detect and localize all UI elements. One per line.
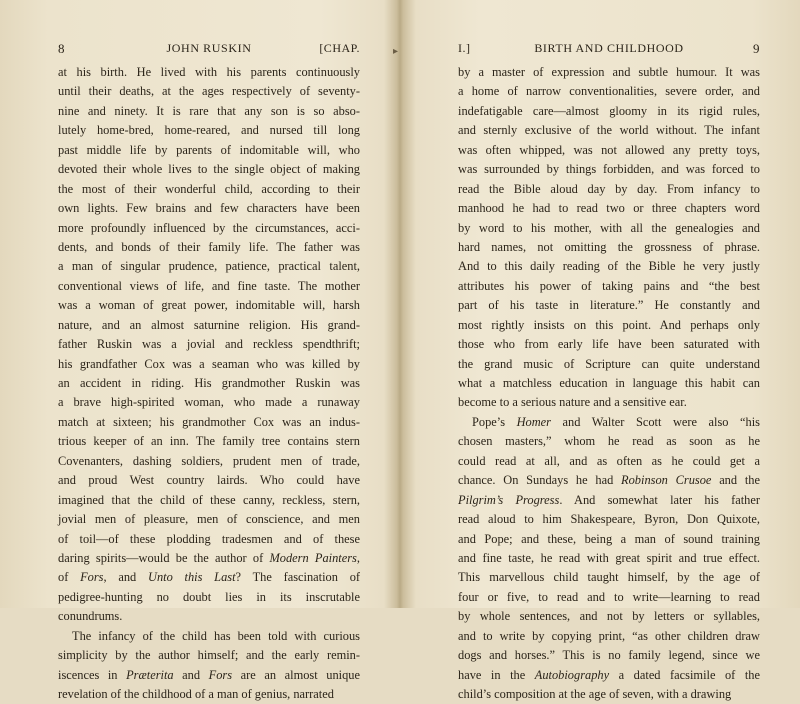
left-text-line: past middle life by parents of indomitable will, who <box>58 142 360 157</box>
right-text-line: chosen masters,” whom he read as soon as he <box>458 434 760 449</box>
left-text-line: lutely home-bred, home-reared, and nursed till long <box>58 123 360 138</box>
left-text-line: was a woman of great power, indomitable will, harsh <box>58 298 360 313</box>
right-text-line: This marvellous child taught himself, by the age of <box>458 570 760 585</box>
left-text-line: jovial men of pleasure, men of conscience, and men <box>58 512 360 527</box>
left-text-line: at his birth. He lived with his parents continuously <box>58 65 360 79</box>
right-text-line: read the Bible aloud day by day. From infancy to <box>458 181 760 196</box>
left-page-text <box>58 63 360 704</box>
right-text-line: read aloud to him Shakespeare, Byron, Don Quixote, <box>458 512 760 527</box>
left-text-line: trious keeper of an inn. The family tree contains stern <box>58 434 360 449</box>
left-text-line: nine and ninety. It is rare that any son is so abso- <box>58 103 360 118</box>
right-running-title: BIRTH AND CHILDHOOD <box>534 41 684 55</box>
right-text-line: chance. On Sundays he had Robinson Crusoe and the <box>458 473 760 488</box>
left-text-line: own lights. Few brains and few characters have been <box>58 201 360 216</box>
right-text-line: was often whipped, was not allowed any pretty toys, <box>458 142 760 157</box>
left-text-line: devoted their whole lives to the single object of making <box>58 162 360 177</box>
right-text-line: the grand music of Scripture can quite understand <box>458 356 760 371</box>
right-text-line: Pilgrim’s Progress. And somewhat later his father <box>458 492 760 507</box>
right-text-line: could read at all, and as often as he could get a <box>458 453 760 468</box>
left-text-line: pedigree-hunting no doubt lies in its inscrutable <box>58 589 360 604</box>
right-text-line: attributes his power of taking pains and “the best <box>458 278 760 293</box>
left-text-line: The infancy of the child has been told with curious <box>72 628 360 643</box>
left-text-line: nature, and an almost saturnine religion. His grand- <box>58 317 360 332</box>
right-text-line: those who from early life have been saturated with <box>458 337 760 352</box>
right-text-line: hard names, not omitting the grossness of phrase. <box>458 239 760 254</box>
right-chapter-mark: I.] <box>458 41 471 55</box>
left-text-line: conventional views of life, and fine taste. The mother <box>58 278 360 293</box>
gutter-mark: ▸ <box>393 46 399 57</box>
left-text-line: more profoundly influenced by the circumstances, acci- <box>58 220 360 235</box>
right-text-line: have in the Autobiography a dated facsimile of the <box>458 667 760 682</box>
right-text-line: manhood he had to read two or three chapters word <box>458 201 760 216</box>
left-text-line: a man of singular prudence, patience, practical talent, <box>58 259 360 274</box>
right-text-line: most rightly insists on this point. And perhaps only <box>458 317 760 332</box>
right-running-header <box>458 41 760 59</box>
left-text-line: an accident in riding. His grandmother Ruskin was <box>58 376 360 390</box>
left-text-line: a brave high-spirited woman, who made a runaway <box>58 395 360 410</box>
left-text-line: of toil—of these plodding tradesmen and of these <box>58 531 360 546</box>
right-text-line: child’s composition at the age of seven, with a drawing <box>458 687 732 701</box>
right-text-line: by a master of expression and subtle humour. It was <box>458 65 760 79</box>
left-text-line: dents, and bonds of their family life. The father was <box>58 239 360 254</box>
left-text-line: match at sixteen; his grandmother Cox was an indus- <box>58 414 360 429</box>
right-text-line: a home of narrow conventionalities, severe order, and <box>458 84 760 99</box>
left-text-line: until their deaths, at the ages respectively of seventy- <box>58 84 360 99</box>
right-text-line: indefatigable care—almost gloomy in its rigid rules, <box>458 103 760 118</box>
left-text-line: of Fors, and Unto this Last? The fascination of <box>58 570 361 585</box>
right-text-line: And to this daily reading of the Bible he very justly <box>458 259 760 274</box>
right-text-line: become to a serious nature and a sensitive ear. <box>458 395 687 410</box>
right-text-line: four or five, to read and to write—learning to read <box>458 589 760 604</box>
right-text-line: and Pope; and these, being a man of sound training <box>458 531 760 546</box>
right-text-line: and fine taste, he read with great spirit and true effect. <box>458 550 760 565</box>
left-page-number: 8 <box>58 41 65 56</box>
right-text-line: and to write by copying print, “as other children draw <box>458 628 760 643</box>
right-text-line: by whole sentences, and not by letters or syllables, <box>458 609 760 624</box>
right-text-line: Pope’s Homer and Walter Scott were also “his <box>472 414 760 429</box>
left-running-title: JOHN RUSKIN <box>166 41 252 55</box>
right-text-line: part of his taste in literature.” He constantly and <box>458 298 760 313</box>
left-text-line: and proud West country lairds. Who could have <box>58 473 360 488</box>
right-page-number: 9 <box>753 41 760 56</box>
left-running-header <box>58 41 360 59</box>
left-text-line: imagined that the child of these canny, reckless, stern, <box>58 492 360 507</box>
left-text-line: conundrums. <box>58 609 123 624</box>
left-text-line: simplicity by the author himself; and the early remin- <box>58 648 360 663</box>
right-text-line: by word to his mother, with all the genealogies and <box>458 220 760 235</box>
left-text-line: revelation of the childhood of a man of genius, narrated <box>58 687 334 701</box>
left-text-line: Covenanters, dashing soldiers, prudent men of trade, <box>58 453 360 468</box>
left-page <box>0 0 400 701</box>
left-text-line: his grandfather Cox was a seaman who was killed by <box>58 356 360 371</box>
right-page-text <box>458 63 760 704</box>
right-text-line: and sternly exclusive of the world without. The infant <box>458 123 760 138</box>
left-text-line: daring spirits—would be the author of Modern Painters, <box>58 550 360 565</box>
left-text-line: the most of their wonderful child, according to their <box>58 181 360 196</box>
left-text-line: father Ruskin was a jovial and reckless spendthrift; <box>58 337 360 352</box>
right-page <box>400 0 800 701</box>
right-text-line: what a matchless education in language this habit can <box>458 376 760 390</box>
right-text-line: was surrounded by things forbidden, and was forced to <box>458 162 760 177</box>
left-text-line: iscences in Præterita and Fors are an almost unique <box>58 667 360 682</box>
right-text-line: dogs and horses.” This is no family legend, since we <box>458 648 760 663</box>
left-chapter-mark: [CHAP. <box>319 41 360 55</box>
